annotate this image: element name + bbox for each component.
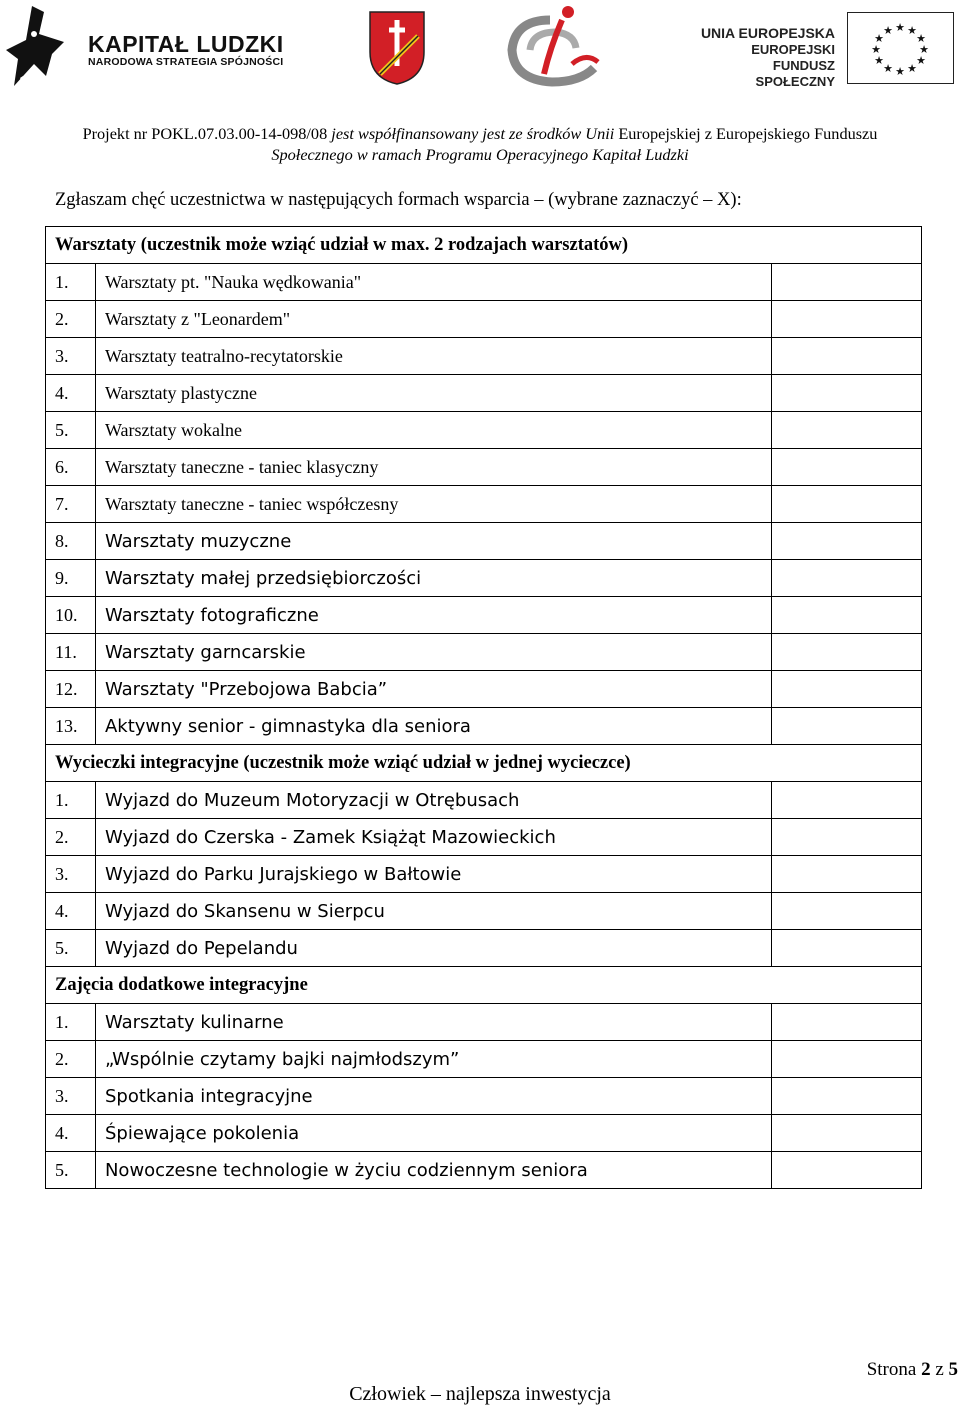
selection-checkbox[interactable] [772, 819, 922, 856]
table-row [46, 412, 922, 449]
kl-subtitle: NARODOWA STRATEGIA SPÓJNOŚCI [88, 56, 284, 68]
selection-checkbox[interactable] [772, 523, 922, 560]
svg-text:★: ★ [919, 43, 929, 56]
item-number: 2. [46, 1041, 96, 1078]
table-row [46, 1041, 922, 1078]
item-number: 8. [46, 523, 96, 560]
svg-text:★: ★ [895, 21, 905, 34]
selection-checkbox[interactable] [772, 375, 922, 412]
kapital-ludzki-text [88, 32, 284, 68]
item-number: 4. [46, 893, 96, 930]
selection-checkbox[interactable] [772, 486, 922, 523]
kapital-ludzki-logo-icon [4, 4, 84, 88]
section-heading: Wycieczki integracyjne (uczestnik może wziąć udział w jednej wycieczce) [46, 745, 922, 782]
item-number: 3. [46, 1078, 96, 1115]
item-label: „Wspólnie czytamy bajki najmłodszym” [95, 1041, 771, 1078]
item-number: 3. [46, 856, 96, 893]
item-label: Warsztaty z "Leonardem" [95, 301, 771, 338]
item-number: 1. [46, 1004, 96, 1041]
table-row [46, 1004, 922, 1041]
item-label: Warsztaty kulinarne [95, 1004, 771, 1041]
support-forms-table [45, 226, 922, 1189]
table-row [46, 1152, 922, 1189]
table-row [46, 930, 922, 967]
item-label: Wyjazd do Muzeum Motoryzacji w Otrębusach [95, 782, 771, 819]
selection-checkbox[interactable] [772, 449, 922, 486]
item-label: Warsztaty garncarskie [95, 634, 771, 671]
svg-text:★: ★ [907, 24, 917, 37]
section-heading: Zajęcia dodatkowe integracyjne [46, 967, 922, 1004]
intro-text: Zgłaszam chęć uczestnictwa w następujących formach wsparcia – (wybrane zaznaczyć – X): [55, 190, 742, 210]
selection-checkbox[interactable] [772, 930, 922, 967]
project-mid: Europejskiej z Europejskiego Funduszu [614, 124, 878, 143]
page-total: 5 [948, 1359, 958, 1380]
selection-checkbox[interactable] [772, 1152, 922, 1189]
item-number: 6. [46, 449, 96, 486]
table-row [46, 893, 922, 930]
table-row [46, 338, 922, 375]
table-row [46, 819, 922, 856]
selection-checkbox[interactable] [772, 782, 922, 819]
kl-title: KAPITAŁ LUDZKI [88, 31, 284, 57]
svg-text:★: ★ [874, 54, 884, 67]
item-number: 5. [46, 412, 96, 449]
item-number: 4. [46, 1115, 96, 1152]
selection-checkbox[interactable] [772, 634, 922, 671]
selection-checkbox[interactable] [772, 412, 922, 449]
item-number: 7. [46, 486, 96, 523]
selection-checkbox[interactable] [772, 597, 922, 634]
item-label: Wyjazd do Parku Jurajskiego w Bałtowie [95, 856, 771, 893]
item-number: 9. [46, 560, 96, 597]
page-current: 2 [921, 1359, 931, 1380]
selection-checkbox[interactable] [772, 264, 922, 301]
table-row [46, 856, 922, 893]
item-label: Śpiewające pokolenia [95, 1115, 771, 1152]
table-row [46, 782, 922, 819]
header-logos [0, 0, 960, 95]
item-label: Wyjazd do Czerska - Zamek Książąt Mazowieckich [95, 819, 771, 856]
item-label: Warsztaty muzyczne [95, 523, 771, 560]
table-row [46, 449, 922, 486]
svg-text:★: ★ [883, 62, 893, 75]
item-number: 4. [46, 375, 96, 412]
item-number: 5. [46, 1152, 96, 1189]
svg-text:★: ★ [916, 32, 926, 45]
item-label: Nowoczesne technologie w życiu codziennym seniora [95, 1152, 771, 1189]
item-label: Warsztaty teatralno-recytatorskie [95, 338, 771, 375]
selection-checkbox[interactable] [772, 893, 922, 930]
coat-of-arms-icon [366, 8, 428, 86]
section-heading-row [46, 745, 922, 782]
program-logo-icon [490, 2, 610, 92]
project-info [0, 123, 960, 165]
page-number [867, 1359, 958, 1381]
item-label: Wyjazd do Pepelandu [95, 930, 771, 967]
table-row [46, 671, 922, 708]
selection-checkbox[interactable] [772, 1115, 922, 1152]
svg-text:★: ★ [874, 32, 884, 45]
item-number: 3. [46, 338, 96, 375]
item-number: 5. [46, 930, 96, 967]
section-heading-row [46, 227, 922, 264]
table-row [46, 523, 922, 560]
item-label: Wyjazd do Skansenu w Sierpcu [95, 893, 771, 930]
selection-checkbox[interactable] [772, 708, 922, 745]
table-row [46, 597, 922, 634]
item-label: Spotkania integracyjne [95, 1078, 771, 1115]
table-row [46, 1115, 922, 1152]
project-line2: Społecznego w ramach Programu Operacyjnego Kapitał Ludzki [271, 145, 689, 164]
ue-line3: FUNDUSZ SPOŁECZNY [755, 58, 835, 89]
ue-line1: UNIA EUROPEJSKA [700, 25, 835, 41]
selection-checkbox[interactable] [772, 560, 922, 597]
table-row [46, 1078, 922, 1115]
table-row [46, 486, 922, 523]
selection-checkbox[interactable] [772, 1004, 922, 1041]
item-label: Warsztaty "Przebojowa Babcia” [95, 671, 771, 708]
svg-text:★: ★ [916, 54, 926, 67]
selection-checkbox[interactable] [772, 1078, 922, 1115]
table-row [46, 634, 922, 671]
ue-line2: EUROPEJSKI [751, 42, 835, 57]
item-number: 1. [46, 782, 96, 819]
svg-text:★: ★ [871, 43, 881, 56]
item-label: Warsztaty fotograficzne [95, 597, 771, 634]
eu-text [690, 24, 835, 90]
table-row [46, 560, 922, 597]
item-label: Warsztaty wokalne [95, 412, 771, 449]
eu-flag-icon [847, 12, 954, 84]
page-prefix: Strona [866, 1359, 922, 1380]
item-number: 2. [46, 819, 96, 856]
section-heading-row [46, 967, 922, 1004]
item-number: 1. [46, 264, 96, 301]
svg-text:★: ★ [907, 62, 917, 75]
item-label: Warsztaty małej przedsiębiorczości [95, 560, 771, 597]
table-row [46, 301, 922, 338]
item-label: Warsztaty pt. "Nauka wędkowania" [95, 264, 771, 301]
footer-motto: Człowiek – najlepsza inwestycja [349, 1383, 611, 1405]
item-number: 12. [46, 671, 96, 708]
section-heading: Warsztaty (uczestnik może wziąć udział w max. 2 rodzajach warsztatów) [46, 227, 922, 264]
table-row [46, 264, 922, 301]
svg-text:★: ★ [895, 65, 905, 78]
item-number: 11. [46, 634, 96, 671]
item-label: Warsztaty taneczne - taniec współczesny [95, 486, 771, 523]
selection-checkbox[interactable] [772, 1041, 922, 1078]
page-mid: z [930, 1359, 949, 1380]
table-row [46, 375, 922, 412]
selection-checkbox[interactable] [772, 338, 922, 375]
selection-checkbox[interactable] [772, 301, 922, 338]
svg-text:★: ★ [883, 24, 893, 37]
project-prefix: Projekt nr POKL.07.03.00-14-098/08 [82, 124, 328, 143]
item-number: 2. [46, 301, 96, 338]
item-number: 13. [46, 708, 96, 745]
project-italic: jest współfinansowany jest ze środków Unii [327, 124, 615, 143]
item-number: 10. [46, 597, 96, 634]
item-label: Warsztaty plastyczne [95, 375, 771, 412]
item-label: Aktywny senior - gimnastyka dla seniora [95, 708, 771, 745]
item-label: Warsztaty taneczne - taniec klasyczny [95, 449, 771, 486]
selection-checkbox[interactable] [772, 671, 922, 708]
selection-checkbox[interactable] [772, 856, 922, 893]
table-row [46, 708, 922, 745]
